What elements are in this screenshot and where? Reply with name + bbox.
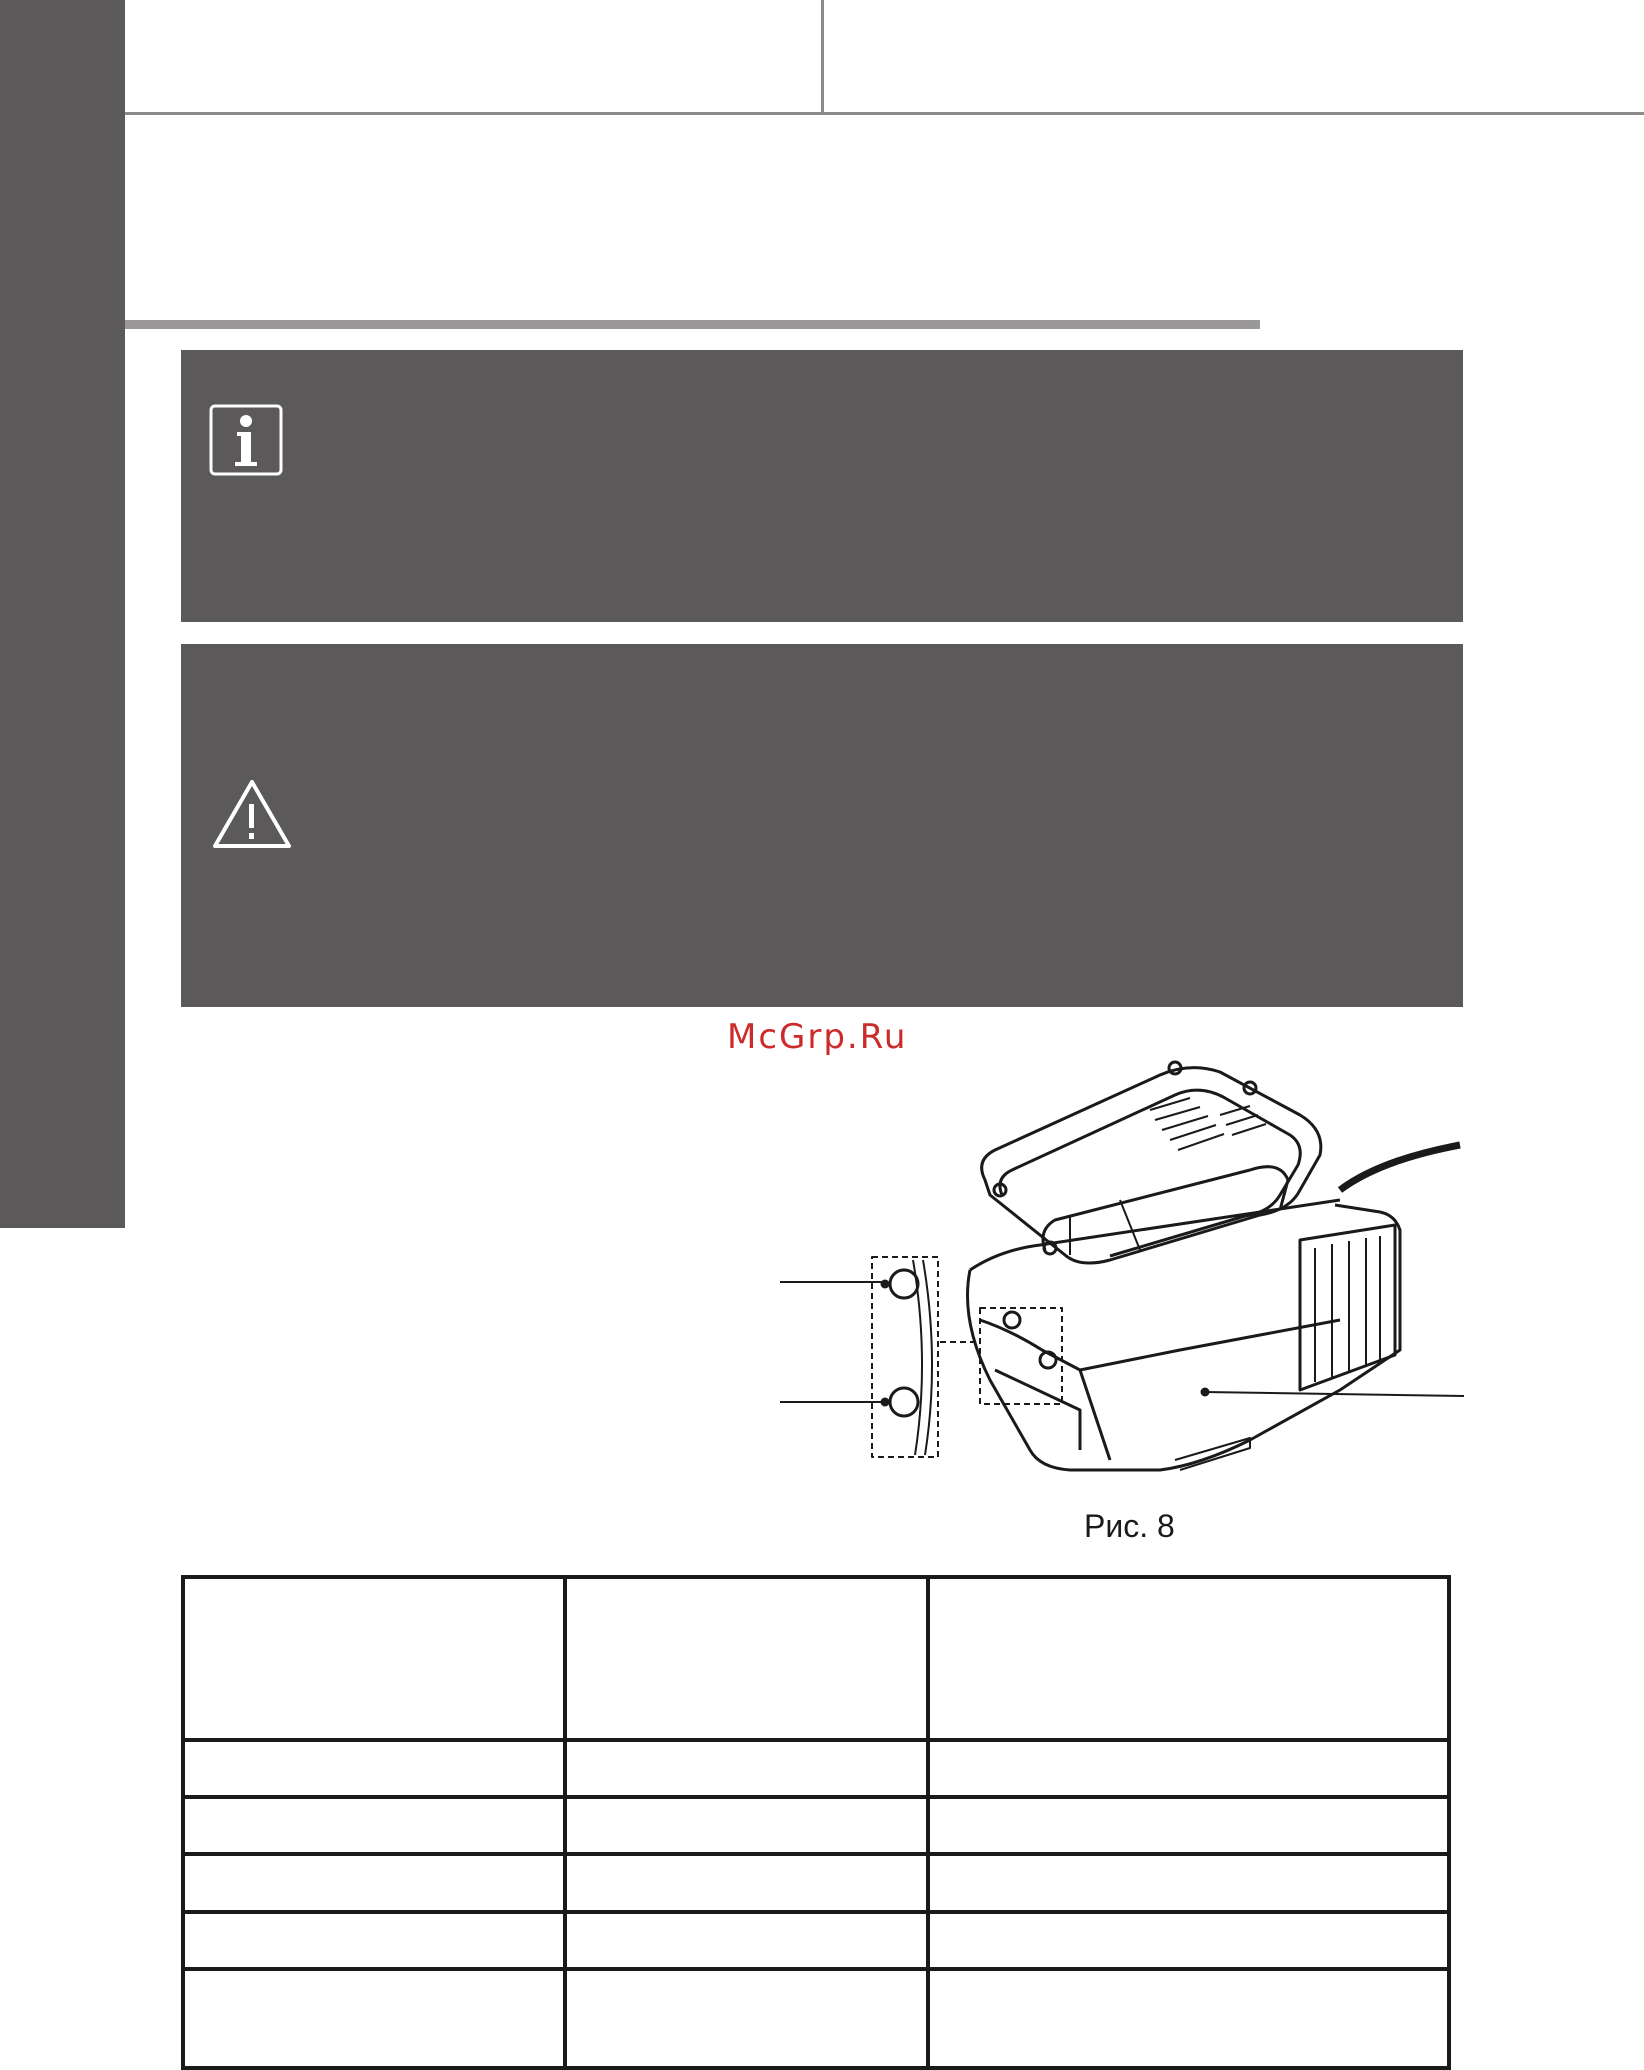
table-cell xyxy=(183,1577,565,1740)
table-cell xyxy=(183,1740,565,1797)
info-icon xyxy=(209,404,283,476)
header-divider-vertical xyxy=(821,0,824,112)
warning-triangle-icon xyxy=(211,778,293,850)
table-cell xyxy=(183,1854,565,1911)
table-cell xyxy=(928,1740,1449,1797)
table-cell xyxy=(928,1797,1449,1854)
table-cell xyxy=(928,1854,1449,1911)
table-cell xyxy=(183,1969,565,2068)
table-header-row xyxy=(183,1577,1449,1740)
figure-caption: Рис. 8 xyxy=(1084,1508,1175,1544)
table-cell xyxy=(928,1912,1449,1969)
table-cell xyxy=(183,1797,565,1854)
table-cell xyxy=(565,1797,928,1854)
table-cell xyxy=(928,1969,1449,2068)
info-note-panel xyxy=(181,350,1463,622)
title-rule xyxy=(125,320,1260,329)
header-divider-horizontal xyxy=(125,112,1644,115)
table-cell xyxy=(565,1969,928,2068)
table-row xyxy=(183,1854,1449,1911)
section-side-tab xyxy=(0,0,125,1228)
spec-table xyxy=(181,1575,1451,2070)
table-row xyxy=(183,1740,1449,1797)
table-cell xyxy=(183,1912,565,1969)
table-row xyxy=(183,1969,1449,2068)
table-cell xyxy=(928,1577,1449,1740)
table-cell xyxy=(565,1912,928,1969)
watermark-text: McGrp.Ru xyxy=(727,1017,908,1057)
table-cell xyxy=(565,1854,928,1911)
table-cell xyxy=(565,1740,928,1797)
table-row xyxy=(183,1912,1449,1969)
table-cell xyxy=(565,1577,928,1740)
warning-note-panel xyxy=(181,644,1463,1007)
battery-charger-illustration xyxy=(780,1020,1644,1490)
table-row xyxy=(183,1797,1449,1854)
